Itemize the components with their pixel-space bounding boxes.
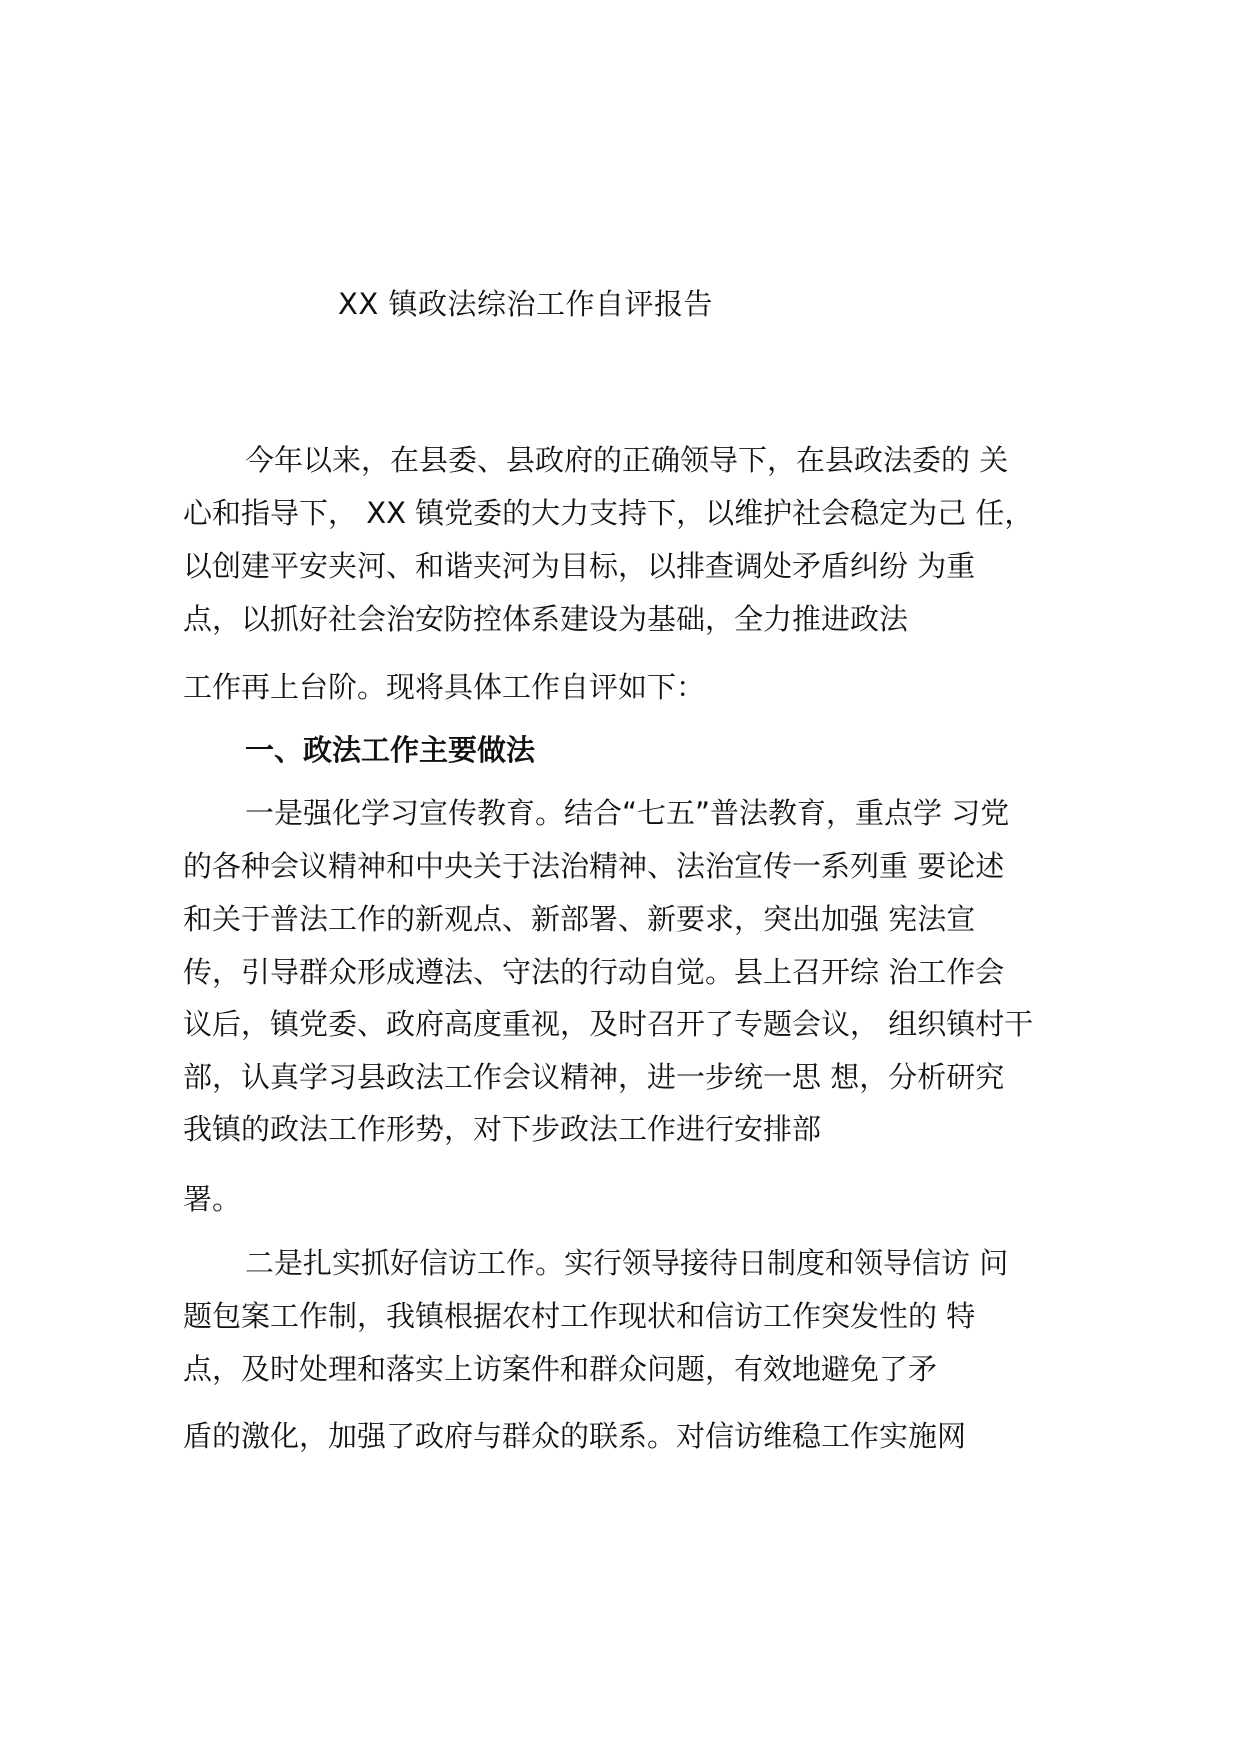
- paragraph-3-line-3: 点，及时处理和落实上访案件和群众问题，有效地避免了矛: [183, 1352, 938, 1386]
- paragraph-2-line-7: 我镇的政法工作形势，对下步政法工作进行安排部: [183, 1112, 822, 1146]
- paragraph-1-line-3: 以创建平安夹河、和谐夹河为目标，以排查调处矛盾纠纷 为重: [183, 549, 976, 583]
- paragraph-2-line-5: 议后，镇党委、政府高度重视，及时召开了专题会议， 组织镇村干: [183, 1007, 1034, 1041]
- paragraph-3-line-1: 二是扎实抓好信访工作。实行领导接待日制度和领导信访 问: [245, 1246, 1009, 1280]
- paragraph-3-line-4: 盾的激化，加强了政府与群众的联系。对信访维稳工作实施网: [183, 1419, 967, 1453]
- section-heading-1: 一、政法工作主要做法: [245, 733, 536, 767]
- paragraph-2-line-8: 署。: [183, 1182, 242, 1216]
- document-title: XX 镇政法综治工作自评报告: [338, 287, 713, 321]
- paragraph-1-line-1: 今年以来，在县委、县政府的正确领导下，在县政法委的 关: [245, 443, 1009, 477]
- paragraph-2-line-1: 一是强化学习宣传教育。结合“七五”普法教育，重点学 习党: [245, 796, 1010, 830]
- paragraph-2-line-2: 的各种会议精神和中央关于法治精神、法治宣传一系列重 要论述: [183, 849, 1005, 883]
- paragraph-2-line-4: 传，引导群众形成遵法、守法的行动自觉。县上召开综 治工作会: [183, 955, 1005, 989]
- paragraph-1-line-4: 点，以抓好社会治安防控体系建设为基础，全力推进政法: [183, 602, 909, 636]
- paragraph-2-line-6: 部，认真学习县政法工作会议精神，进一步统一思 想，分析研究: [183, 1060, 1005, 1094]
- paragraph-1-line-2: 心和指导下， XX 镇党委的大力支持下，以维护社会稳定为己 任，: [183, 496, 1034, 530]
- paragraph-3-line-2: 题包案工作制，我镇根据农村工作现状和信访工作突发性的 特: [183, 1299, 976, 1333]
- paragraph-2-line-3: 和关于普法工作的新观点、新部署、新要求，突出加强 宪法宣: [183, 902, 976, 936]
- paragraph-1-line-5: 工作再上台阶。现将具体工作自评如下：: [183, 670, 706, 704]
